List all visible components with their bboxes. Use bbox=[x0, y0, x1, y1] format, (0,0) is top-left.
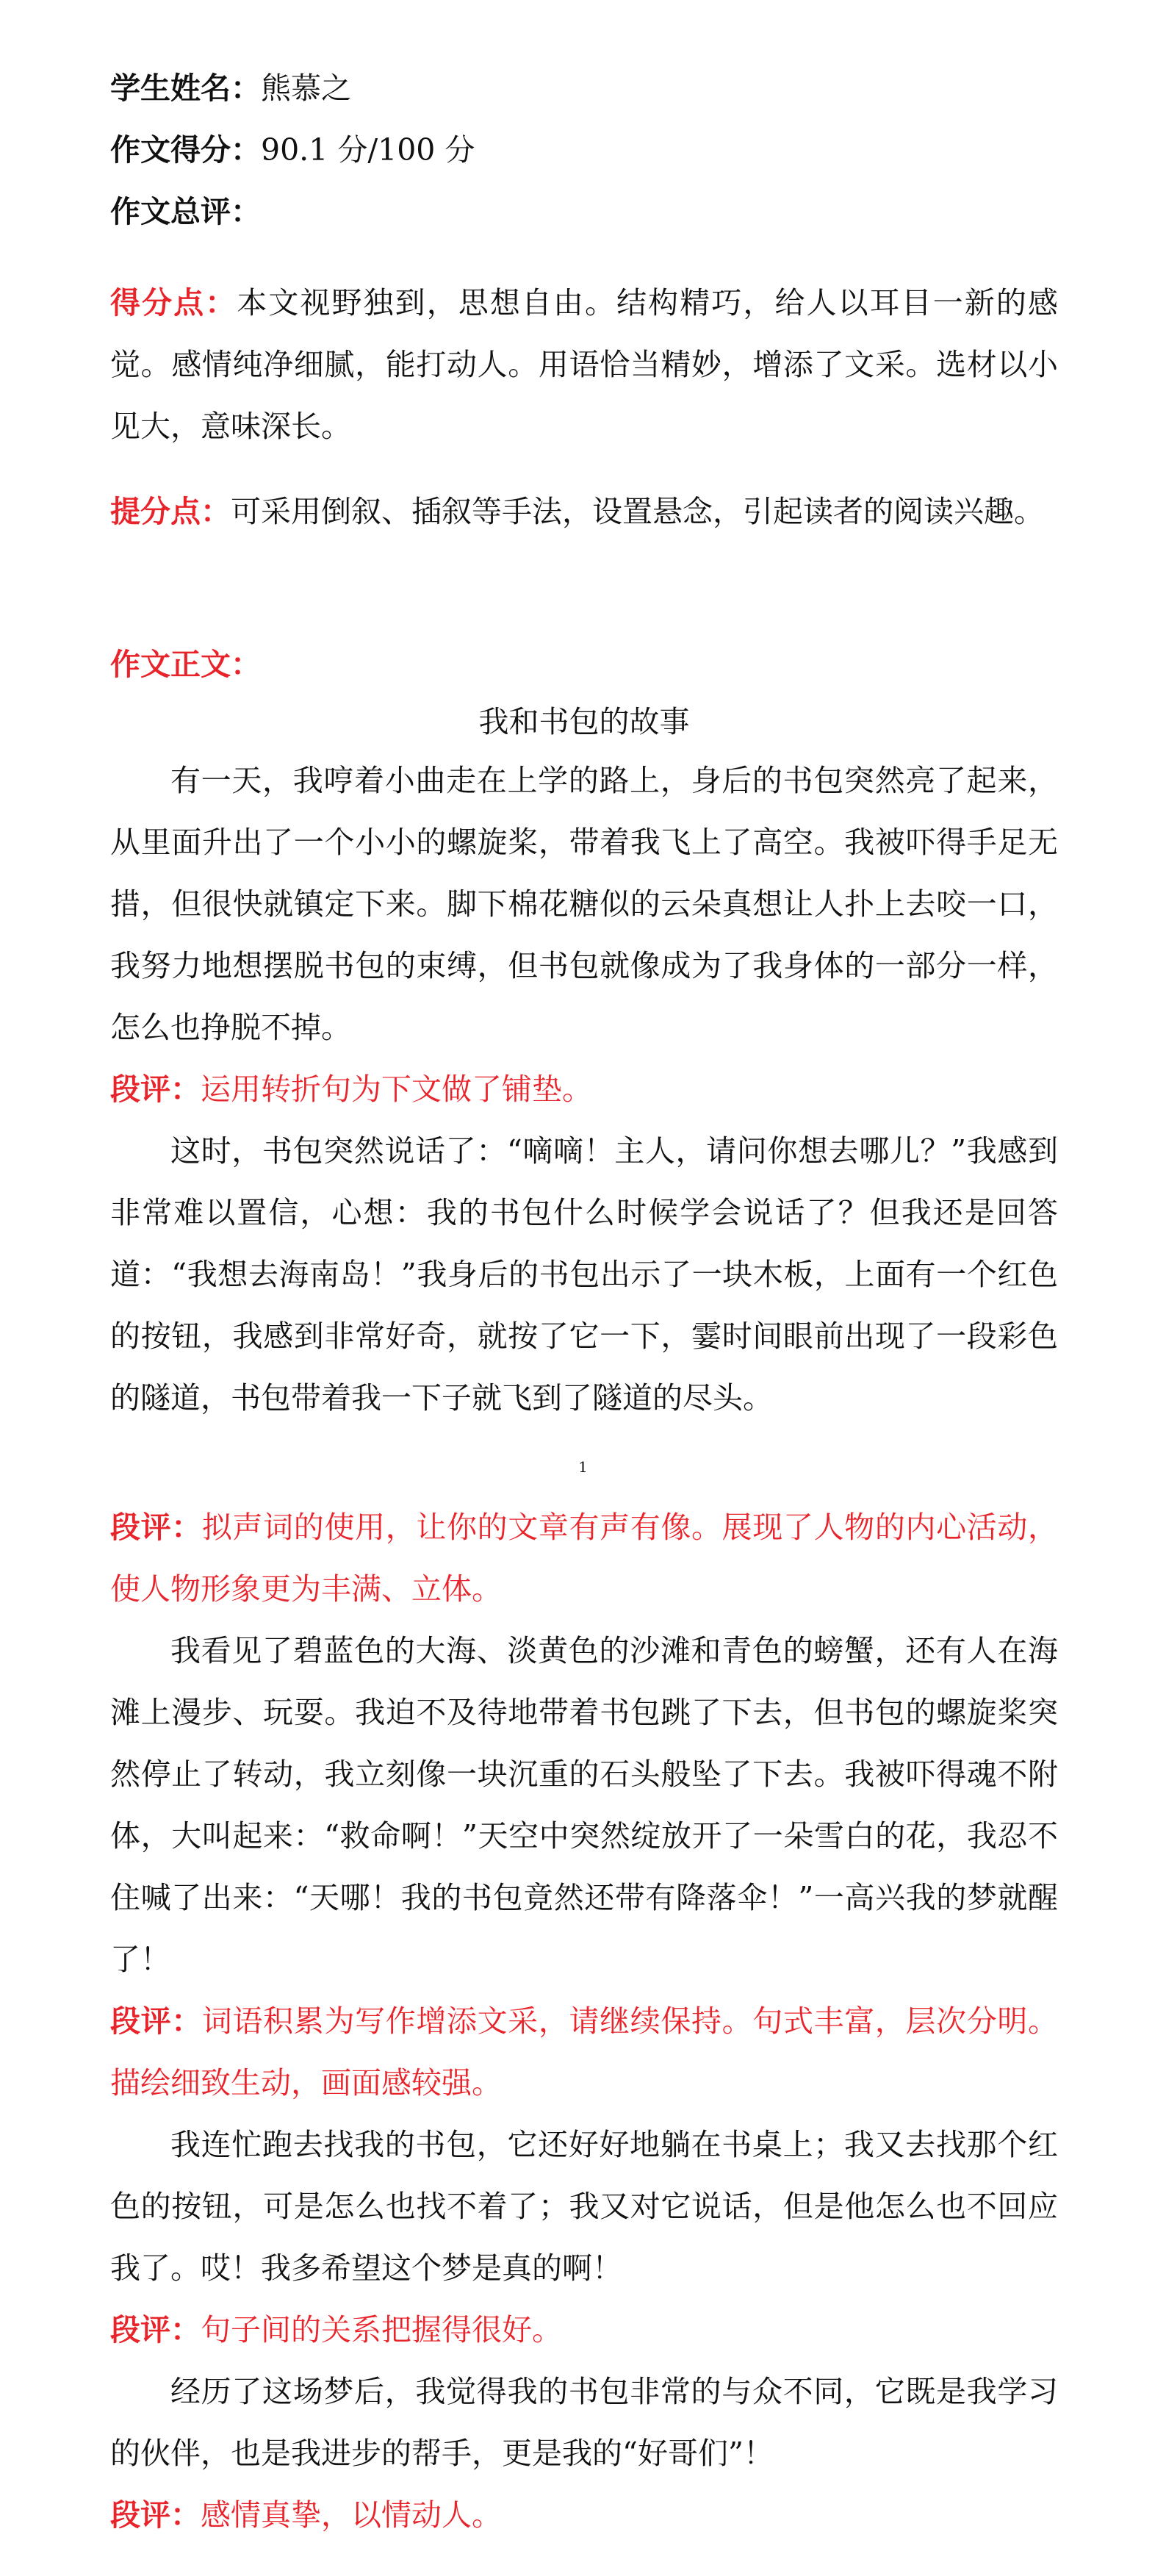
improvements-label: 提分点： bbox=[110, 494, 231, 529]
paragraph-comment-text: 感情真挚，以情动人。 bbox=[201, 2497, 502, 2533]
paragraph-comment-2 bbox=[110, 1496, 1058, 1620]
paragraph-comment-text: 运用转折句为下文做了铺垫。 bbox=[201, 1072, 592, 1107]
student-name-label: 学生姓名： bbox=[110, 71, 261, 106]
paragraph-comment-label: 段评： bbox=[110, 1072, 201, 1107]
improvements-paragraph bbox=[110, 481, 1058, 542]
strengths-label: 得分点： bbox=[110, 285, 237, 320]
essay-section-label: 作文正文： bbox=[110, 647, 261, 682]
overall-comment-line bbox=[110, 181, 261, 243]
score-label: 作文得分： bbox=[110, 132, 261, 168]
paragraph-comment-label: 段评： bbox=[110, 2003, 202, 2039]
paragraph-comment-text: 拟声词的使用，让你的文章有声有像。展现了人物的内心活动，使人物形象更为丰满、立体。 bbox=[110, 1510, 1059, 1607]
paragraph-comment-5 bbox=[110, 2484, 1058, 2546]
paragraph-comment-label: 段评： bbox=[110, 2497, 201, 2533]
essay-paragraph-2: 这时，书包突然说话了：“嘀嘀！主人，请问你想去哪儿？”我感到非常难以置信，心想：我的书包什么时候学会说话了？但我还是回答道：“我想去海南岛！”我身后的书包出示了一块木板，上面有一个红色的按钮，我感到非常好奇，就按了它一下，霎时间眼前出现了一段彩色的隧道，书包带着我一下子就飞到了隧道的尽头。 bbox=[110, 1133, 1058, 1416]
student-name-value: 熊慕之 bbox=[261, 71, 351, 106]
essay-paragraph-5: 经历了这场梦后，我觉得我的书包非常的与众不同，它既是我学习的伙伴，也是我进步的帮手，更是我的“好哥们”！ bbox=[110, 2374, 1058, 2471]
essay-paragraph-4: 我连忙跑去找我的书包，它还好好地躺在书桌上；我又去找那个红色的按钮，可是怎么也找不着了；我又对它说话，但是他怎么也不回应我了。哎！我多希望这个梦是真的啊！ bbox=[110, 2127, 1058, 2286]
strengths-text: 本文视野独到，思想自由。结构精巧，给人以耳目一新的感觉。感情纯净细腻，能打动人。用语恰当精妙，增添了文采。选材以小见大，意味深长。 bbox=[110, 285, 1059, 444]
paragraph-comment-1 bbox=[110, 1058, 1058, 1120]
strengths-paragraph bbox=[110, 272, 1058, 457]
essay-paragraph-1: 有一天，我哼着小曲走在上学的路上，身后的书包突然亮了起来，从里面升出了一个小小的螺旋桨，带着我飞上了高空。我被吓得手足无措，但很快就镇定下来。脚下棉花糖似的云朵真想让人扑上去咬一口，我努力地想摆脱书包的束缚，但书包就像成为了我身体的一部分一样，怎么也挣脱不掉。 bbox=[110, 763, 1058, 1045]
improvements-text: 可采用倒叙、插叙等手法，设置悬念，引起读者的阅读兴趣。 bbox=[231, 494, 1044, 529]
paragraph-comment-label: 段评： bbox=[110, 1510, 202, 1545]
paragraph-comment-text: 词语积累为写作增添文采，请继续保持。句式丰富，层次分明。描绘细致生动，画面感较强。 bbox=[110, 2003, 1059, 2100]
student-name-line bbox=[110, 57, 351, 119]
score-line bbox=[110, 119, 475, 181]
paragraph-comment-text: 句子间的关系把握得很好。 bbox=[201, 2312, 562, 2347]
essay-title: 我和书包的故事 bbox=[478, 704, 690, 739]
essay-section-line bbox=[110, 634, 261, 695]
essay-paragraph-3: 我看见了碧蓝色的大海、淡黄色的沙滩和青色的螃蟹，还有人在海滩上漫步、玩耍。我迫不及待地带着书包跳了下去，但书包的螺旋桨突然停止了转动，我立刻像一块沉重的石头般坠了下去。我被吓得魂不附体，大叫起来：“救命啊！”天空中突然绽放开了一朵雪白的花，我忍不住喊了出来：“天哪！我的书包竟然还带有降落伞！”一高兴我的梦就醒了！ bbox=[110, 1633, 1058, 1977]
page-number: 1 bbox=[578, 1458, 588, 1476]
score-value: 90.1 分/100 分 bbox=[261, 132, 475, 168]
paragraph-comment-3 bbox=[110, 1990, 1058, 2114]
overall-comment-label: 作文总评： bbox=[110, 194, 261, 229]
paragraph-comment-4 bbox=[110, 2299, 1058, 2361]
paragraph-comment-label: 段评： bbox=[110, 2312, 201, 2347]
